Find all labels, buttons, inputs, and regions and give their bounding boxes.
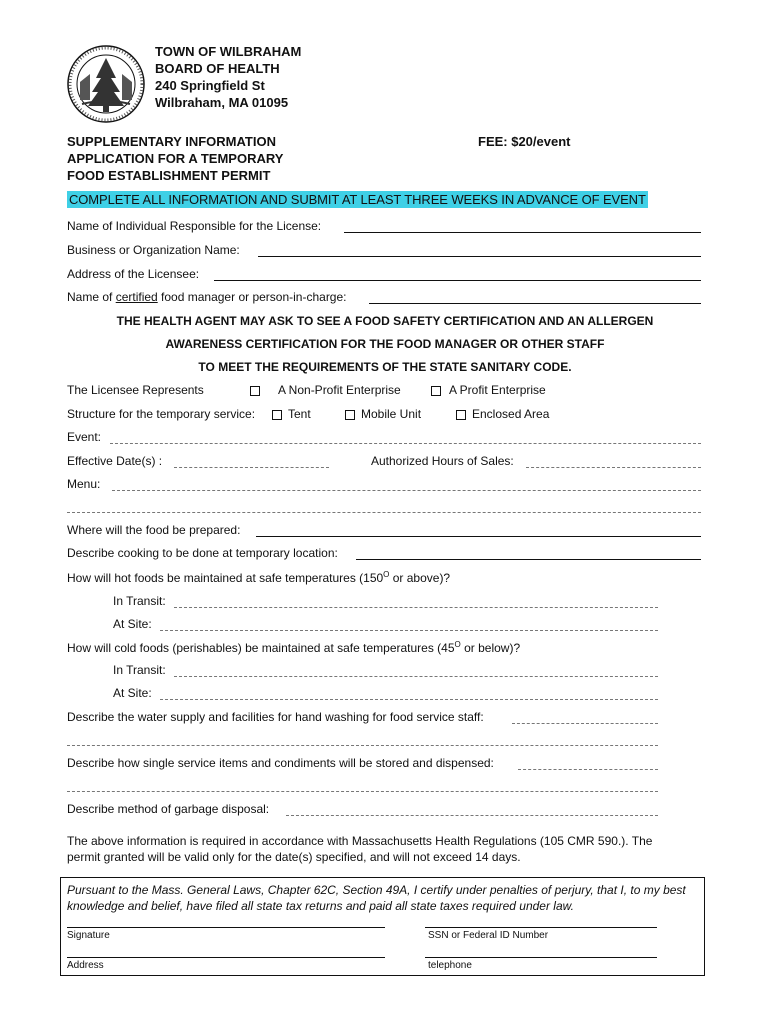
cooking-field[interactable] [356,559,701,560]
cold-site-label: At Site: [113,686,152,700]
tent-label: Tent [288,407,311,421]
hot-site-field[interactable] [160,630,658,631]
authorized-hours-label: Authorized Hours of Sales: [371,454,514,468]
name-individual-field[interactable] [344,232,701,233]
title-line-2: APPLICATION FOR A TEMPORARY [67,151,284,166]
structure-label: Structure for the temporary service: [67,407,256,421]
address-field[interactable] [67,957,385,958]
food-manager-certified: certified [115,290,158,304]
nonprofit-option[interactable] [250,383,401,397]
event-label: Event: [67,430,102,444]
address-label: Address [67,960,104,971]
menu-field-line-2[interactable] [67,512,701,513]
telephone-field[interactable] [425,957,657,958]
hot-transit-label: In Transit: [113,594,166,608]
single-service-field-2[interactable] [67,791,658,792]
tent-checkbox[interactable] [272,410,282,420]
garbage-label: Describe method of garbage disposal: [67,802,270,816]
effective-dates-label: Effective Date(s) : [67,454,163,468]
food-prepared-field[interactable] [256,536,701,537]
water-supply-field-1[interactable] [512,723,658,724]
fee-label: FEE: $20/event [478,134,571,149]
notice-line-3: TO MEET THE REQUIREMENTS OF THE STATE SANITARY CODE. [198,360,572,374]
food-manager-post: food manager or person-in-charge: [157,290,347,304]
hot-foods-degree: O [383,570,390,579]
regulation-line-2: permit granted will be valid only for the date(s) specified, and will not exceed 14 days. [67,850,521,864]
certification-text: Pursuant to the Mass. General Laws, Chapter 62C, Section 49A, I certify under penalties of perjury, that I, to my best knowledge and belief, have filed all state tax returns and paid all state taxes required under law. [67,883,686,913]
cold-transit-label: In Transit: [113,663,166,677]
telephone-label: telephone [428,960,472,971]
mobile-unit-label: Mobile Unit [361,407,422,421]
business-name-label: Business or Organization Name: [67,243,240,257]
hot-site-label: At Site: [113,617,152,631]
single-service-field-1[interactable] [518,769,658,770]
nonprofit-label: A Non-Profit Enterprise [278,383,401,397]
notice-line-1: THE HEALTH AGENT MAY ASK TO SEE A FOOD SAFETY CERTIFICATION AND AN ALLERGEN [116,314,654,328]
signature-label: Signature [67,930,110,941]
authorized-hours-field[interactable] [526,467,701,468]
water-supply-field-2[interactable] [67,745,658,746]
profit-option[interactable] [431,383,546,397]
enclosed-area-label: Enclosed Area [472,407,550,421]
profit-checkbox[interactable] [431,386,441,396]
single-service-label: Describe how single service items and condiments will be stored and dispensed: [67,756,494,770]
effective-dates-field[interactable] [174,467,329,468]
name-individual-label: Name of Individual Responsible for the License: [67,219,322,233]
business-name-field[interactable] [258,256,701,257]
town-seal-image [66,44,146,124]
tent-option[interactable] [272,407,311,421]
town-name: TOWN OF WILBRAHAM [155,44,302,59]
cold-foods-post: or below)? [460,641,521,655]
enclosed-area-checkbox[interactable] [456,410,466,420]
nonprofit-checkbox[interactable] [250,386,260,396]
street-address: 240 Springfield St [155,78,265,93]
food-manager-label [67,290,347,304]
profit-label: A Profit Enterprise [449,383,546,397]
address-licensee-label: Address of the Licensee: [67,267,200,281]
instructions-banner: COMPLETE ALL INFORMATION AND SUBMIT AT LEAST THREE WEEKS IN ADVANCE OF EVENT [69,192,646,207]
title-line-3: FOOD ESTABLISHMENT PERMIT [67,168,271,183]
ssn-field[interactable] [425,927,657,928]
menu-label: Menu: [67,477,101,491]
hot-foods-post: or above)? [389,571,451,585]
regulation-line-1: The above information is required in accordance with Massachusetts Health Regulations (105 CMR 590.). The [67,834,653,848]
hot-foods-label [67,570,450,585]
food-manager-pre: Name of [67,290,116,304]
water-supply-label: Describe the water supply and facilities for hand washing for food service staff: [67,710,484,724]
board-name: BOARD OF HEALTH [155,61,280,76]
garbage-field[interactable] [286,815,658,816]
food-prepared-label: Where will the food be prepared: [67,523,241,537]
cold-foods-degree: O [454,640,461,649]
signature-field[interactable] [67,927,385,928]
cold-transit-field[interactable] [174,676,658,677]
address-licensee-field[interactable] [214,280,701,281]
city-address: Wilbraham, MA 01095 [155,95,289,110]
cold-foods-label [67,640,520,655]
licensee-represents-label: The Licensee Represents [67,383,204,397]
hot-foods-pre: How will hot foods be maintained at safe temperatures (150 [67,571,384,585]
food-manager-field[interactable] [369,303,701,304]
cooking-label: Describe cooking to be done at temporary location: [67,546,338,560]
mobile-unit-option[interactable] [345,407,421,421]
mobile-unit-checkbox[interactable] [345,410,355,420]
event-field[interactable] [110,443,701,444]
ssn-label: SSN or Federal ID Number [428,930,549,941]
hot-transit-field[interactable] [174,607,658,608]
cold-site-field[interactable] [160,699,658,700]
enclosed-area-option[interactable] [456,407,549,421]
title-line-1: SUPPLEMENTARY INFORMATION [67,134,276,149]
notice-line-2: AWARENESS CERTIFICATION FOR THE FOOD MANAGER OR OTHER STAFF [165,337,605,351]
menu-field-line-1[interactable] [112,490,701,491]
cold-foods-pre: How will cold foods (perishables) be maintained at safe temperatures (45 [67,641,455,655]
